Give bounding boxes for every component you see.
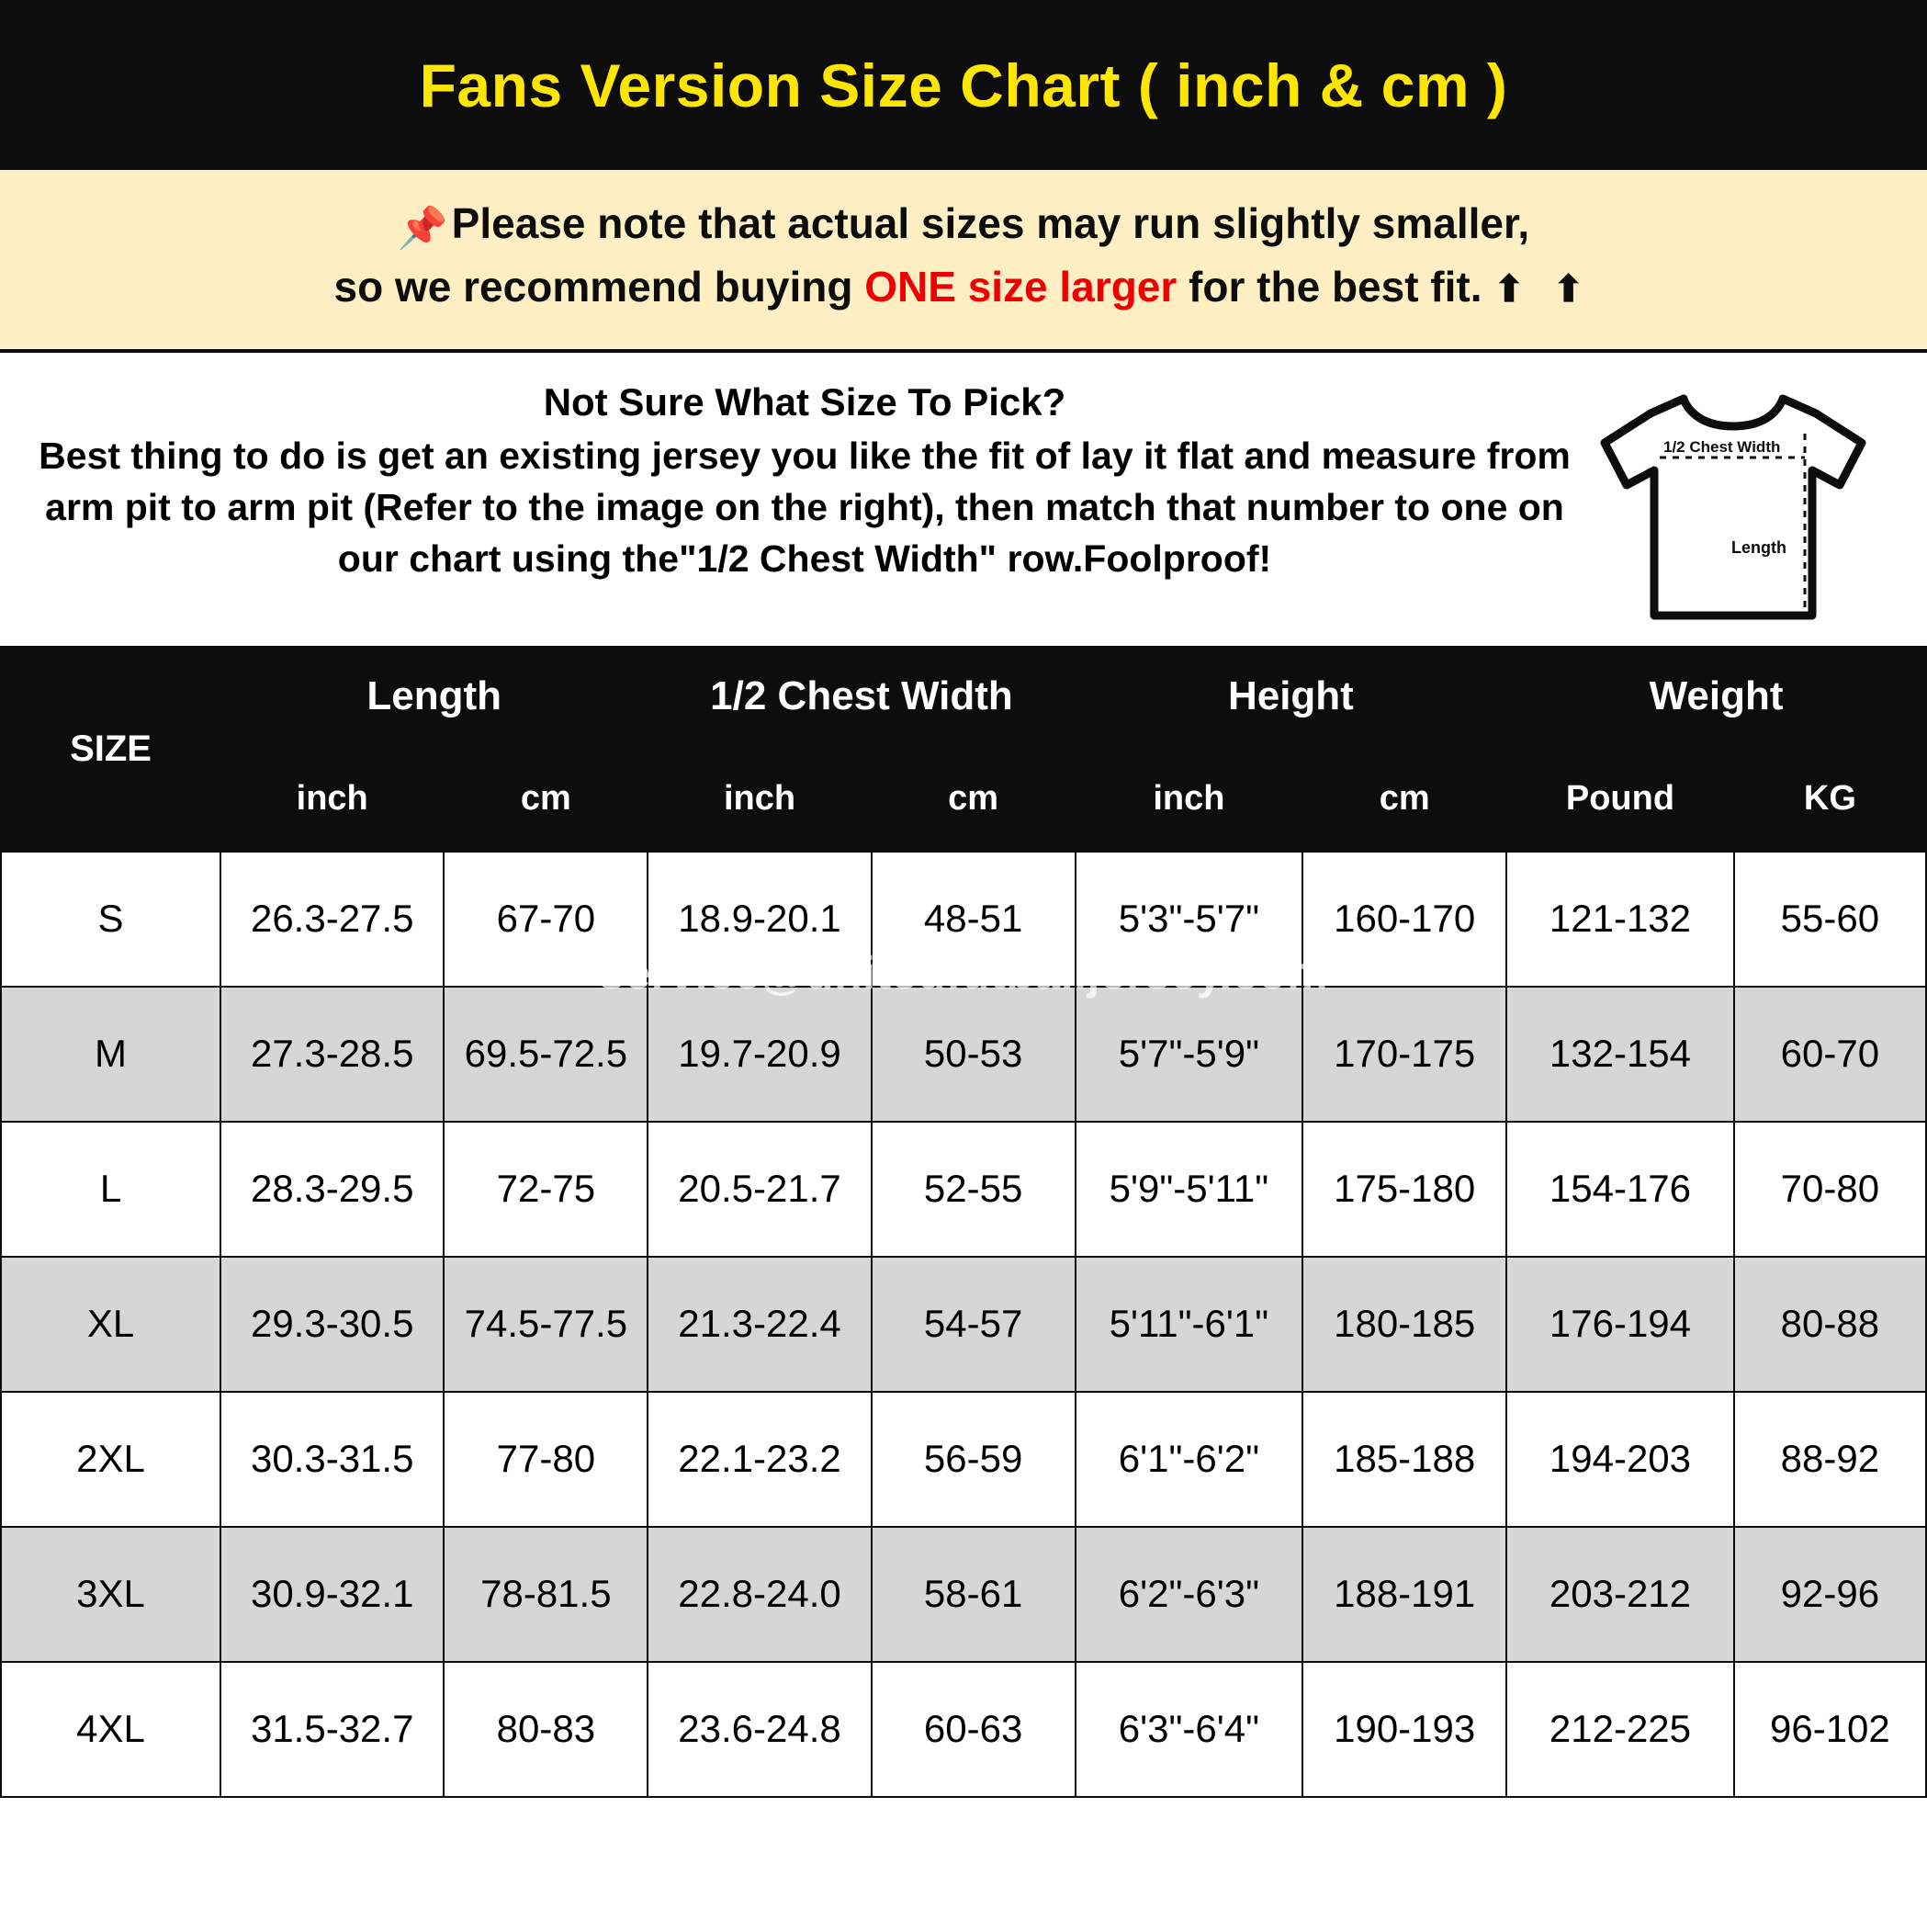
cell-height-inch: 5'11"-6'1": [1076, 1257, 1303, 1392]
note-line-2: [28, 257, 1899, 317]
note-line-1: [28, 194, 1899, 257]
size-note-banner: [0, 170, 1927, 353]
cell-size: S: [1, 852, 220, 987]
chart-title-bar: [0, 0, 1927, 170]
cell-weight-pound: 121-132: [1506, 852, 1734, 987]
cell-height-inch: 5'3"-5'7": [1076, 852, 1303, 987]
pushpin-icon: 📌: [397, 206, 448, 251]
cell-weight-pound: 154-176: [1506, 1122, 1734, 1257]
cell-chest-cm: 56-59: [872, 1392, 1076, 1527]
cell-length-cm: 74.5-77.5: [444, 1257, 648, 1392]
cell-length-inch: 31.5-32.7: [220, 1662, 444, 1797]
cell-length-cm: 77-80: [444, 1392, 648, 1527]
cell-chest-inch: 20.5-21.7: [648, 1122, 871, 1257]
arrow-up-icon: ⬆ ⬆: [1493, 269, 1594, 311]
cell-height-inch: 5'7"-5'9": [1076, 987, 1303, 1122]
cell-length-inch: 30.3-31.5: [220, 1392, 444, 1527]
cell-chest-inch: 22.8-24.0: [648, 1527, 871, 1662]
cell-height-inch: 6'3"-6'4": [1076, 1662, 1303, 1797]
table-head: [1, 647, 1926, 852]
cell-weight-pound: 132-154: [1506, 987, 1734, 1122]
cell-weight-pound: 176-194: [1506, 1257, 1734, 1392]
cell-weight-pound: 194-203: [1506, 1392, 1734, 1527]
header-group-weight: Weight: [1506, 647, 1926, 747]
cell-height-inch: 5'9"-5'11": [1076, 1122, 1303, 1257]
table-row: [1, 987, 1926, 1122]
cell-size: 3XL: [1, 1527, 220, 1662]
cell-size: 4XL: [1, 1662, 220, 1797]
cell-chest-inch: 21.3-22.4: [648, 1257, 871, 1392]
cell-weight-pound: 203-212: [1506, 1527, 1734, 1662]
cell-chest-inch: 22.1-23.2: [648, 1392, 871, 1527]
cell-chest-cm: 50-53: [872, 987, 1076, 1122]
tshirt-diagram: [1582, 380, 1909, 629]
cell-chest-cm: 48-51: [872, 852, 1076, 987]
cell-weight-kg: 55-60: [1734, 852, 1926, 987]
note-line-1-text: Please note that actual sizes may run slightly smaller,: [451, 199, 1530, 247]
cell-weight-pound: 212-225: [1506, 1662, 1734, 1797]
cell-length-inch: 27.3-28.5: [220, 987, 444, 1122]
cell-size: M: [1, 987, 220, 1122]
table-row: [1, 1392, 1926, 1527]
tshirt-diagram-icon: [1595, 386, 1871, 629]
length-label: Length: [1731, 537, 1786, 557]
header-length-cm: cm: [444, 747, 648, 852]
cell-chest-cm: 54-57: [872, 1257, 1076, 1392]
note-emphasis: ONE size larger: [864, 263, 1178, 311]
cell-length-cm: 67-70: [444, 852, 648, 987]
cell-chest-cm: 60-63: [872, 1662, 1076, 1797]
cell-weight-kg: 92-96: [1734, 1527, 1926, 1662]
cell-height-cm: 185-188: [1302, 1392, 1506, 1527]
cell-height-cm: 160-170: [1302, 852, 1506, 987]
header-chest-inch: inch: [648, 747, 871, 852]
table-row: [1, 1257, 1926, 1392]
table-body: [1, 852, 1926, 1797]
cell-length-cm: 80-83: [444, 1662, 648, 1797]
table-sub-header-row: [1, 747, 1926, 852]
cell-length-inch: 26.3-27.5: [220, 852, 444, 987]
cell-chest-inch: 23.6-24.8: [648, 1662, 871, 1797]
cell-length-inch: 29.3-30.5: [220, 1257, 444, 1392]
cell-size: XL: [1, 1257, 220, 1392]
cell-chest-inch: 19.7-20.9: [648, 987, 871, 1122]
measure-help-section: [0, 353, 1927, 646]
help-body: Best thing to do is get an existing jersey you like the fit of lay it flat and measure from arm pit to arm pit (Refer to the image on the right), then match that number to one on our chart using the"1/2 Chest Width" row.Foolproof!: [39, 434, 1571, 581]
cell-length-cm: 69.5-72.5: [444, 987, 648, 1122]
table-row: [1, 1527, 1926, 1662]
size-table: [0, 646, 1927, 1798]
help-heading: Not Sure What Size To Pick?: [543, 379, 1066, 424]
cell-chest-cm: 58-61: [872, 1527, 1076, 1662]
cell-length-inch: 30.9-32.1: [220, 1527, 444, 1662]
cell-height-inch: 6'2"-6'3": [1076, 1527, 1303, 1662]
cell-length-cm: 72-75: [444, 1122, 648, 1257]
header-weight-pound: Pound: [1506, 747, 1734, 852]
header-group-height: Height: [1076, 647, 1507, 747]
header-length-inch: inch: [220, 747, 444, 852]
cell-length-cm: 78-81.5: [444, 1527, 648, 1662]
header-height-inch: inch: [1076, 747, 1303, 852]
cell-weight-kg: 60-70: [1734, 987, 1926, 1122]
cell-weight-kg: 70-80: [1734, 1122, 1926, 1257]
measure-help-text: [18, 380, 1582, 584]
chest-width-label: 1/2 Chest Width: [1663, 437, 1781, 456]
header-size: SIZE: [1, 647, 220, 852]
cell-height-cm: 170-175: [1302, 987, 1506, 1122]
table-row: [1, 1662, 1926, 1797]
cell-weight-kg: 88-92: [1734, 1392, 1926, 1527]
cell-weight-kg: 96-102: [1734, 1662, 1926, 1797]
watermark: service@unitedfutballjersey.com: [598, 947, 1329, 999]
cell-height-inch: 6'1"-6'2": [1076, 1392, 1303, 1527]
header-group-length: Length: [220, 647, 648, 747]
header-group-chest: 1/2 Chest Width: [648, 647, 1075, 747]
table-row: [1, 852, 1926, 987]
cell-height-cm: 175-180: [1302, 1122, 1506, 1257]
cell-chest-inch: 18.9-20.1: [648, 852, 871, 987]
note-line-2-prefix: so we recommend buying: [333, 263, 865, 311]
cell-height-cm: 190-193: [1302, 1662, 1506, 1797]
cell-weight-kg: 80-88: [1734, 1257, 1926, 1392]
table-group-header-row: [1, 647, 1926, 747]
table-row: [1, 1122, 1926, 1257]
cell-size: 2XL: [1, 1392, 220, 1527]
cell-height-cm: 180-185: [1302, 1257, 1506, 1392]
header-weight-kg: KG: [1734, 747, 1926, 852]
note-line-2-suffix: for the best fit.: [1177, 263, 1494, 311]
cell-size: L: [1, 1122, 220, 1257]
cell-chest-cm: 52-55: [872, 1122, 1076, 1257]
cell-length-inch: 28.3-29.5: [220, 1122, 444, 1257]
cell-height-cm: 188-191: [1302, 1527, 1506, 1662]
header-chest-cm: cm: [872, 747, 1076, 852]
page-title: Fans Version Size Chart ( inch & cm ): [419, 51, 1508, 119]
header-height-cm: cm: [1302, 747, 1506, 852]
